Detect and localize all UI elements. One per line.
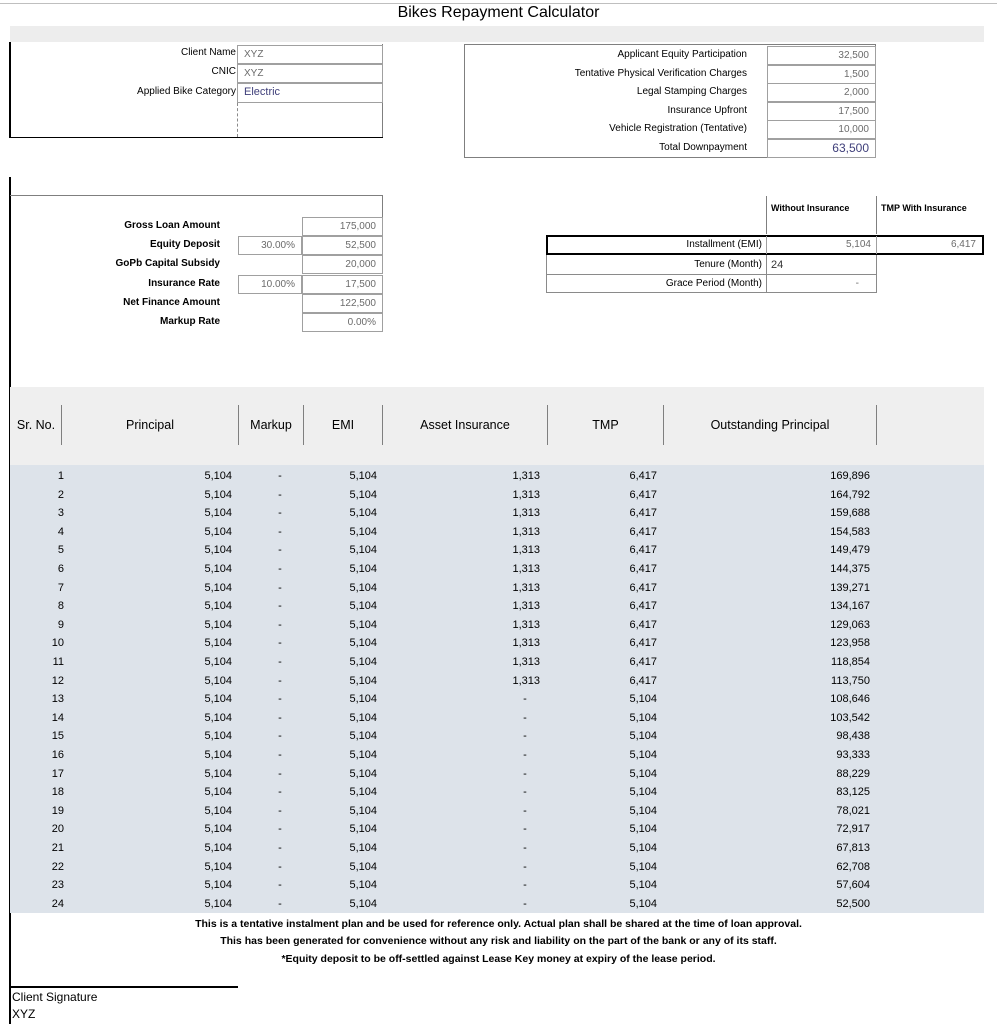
row-principal: 5,104 — [204, 656, 232, 668]
row-markup: - — [278, 618, 282, 631]
row-principal: 5,104 — [204, 470, 232, 482]
loan-item-label: Markup Rate — [159, 316, 220, 327]
loan-item-percent[interactable]: 30.00% — [238, 236, 302, 255]
row-asset-insurance: - — [523, 860, 527, 873]
row-sr-no: 14 — [51, 711, 64, 724]
row-outstanding-principal: 52,500 — [836, 897, 870, 910]
table-row — [10, 467, 984, 486]
table-row — [10, 858, 984, 877]
table-row — [10, 579, 984, 598]
row-tmp: 5,104 — [629, 842, 657, 854]
col-markup: Markup — [250, 418, 292, 432]
row-markup: - — [278, 804, 282, 817]
table-row — [10, 876, 984, 895]
without-insurance-header: Without Insurance — [771, 203, 850, 213]
row-principal: 5,104 — [204, 711, 232, 724]
row-outstanding-principal: 78,021 — [836, 804, 870, 817]
row-asset-insurance: 1,313 — [512, 563, 540, 575]
row-emi: 5,104 — [349, 860, 377, 873]
row-sr-no: 21 — [51, 842, 64, 854]
row-sr-no: 10 — [51, 637, 64, 650]
row-sr-no: 20 — [51, 823, 64, 836]
row-tmp: 5,104 — [629, 897, 657, 910]
table-row — [10, 672, 984, 691]
row-sr-no: 4 — [57, 525, 64, 538]
row-emi: 5,104 — [349, 656, 377, 668]
row-tmp: 6,417 — [629, 600, 657, 613]
row-tmp: 6,417 — [629, 637, 657, 650]
row-markup: - — [278, 842, 282, 854]
row-markup: - — [278, 544, 282, 557]
col-outstanding-principal: Outstanding Principal — [710, 418, 830, 432]
row-markup: - — [278, 600, 282, 613]
row-emi: 5,104 — [349, 544, 377, 557]
row-outstanding-principal: 139,271 — [830, 581, 870, 594]
loan-item-percent[interactable]: 10.00% — [238, 275, 302, 294]
row-asset-insurance: - — [523, 823, 527, 836]
loan-item-label: Insurance Rate — [148, 277, 220, 289]
row-sr-no: 13 — [51, 693, 64, 706]
cnic-field[interactable]: XYZ — [237, 64, 383, 83]
row-principal: 5,104 — [204, 730, 232, 743]
loan-item-value: 175,000 — [302, 217, 383, 236]
row-asset-insurance: - — [523, 804, 527, 817]
signature-line — [10, 986, 238, 988]
col-principal: Principal — [126, 418, 174, 432]
row-asset-insurance: - — [523, 711, 527, 724]
row-outstanding-principal: 57,604 — [836, 879, 870, 892]
row-emi: 5,104 — [349, 749, 377, 761]
row-markup: - — [278, 823, 282, 836]
row-emi: 5,104 — [349, 600, 377, 613]
row-principal: 5,104 — [204, 563, 232, 575]
loan-item-value: 122,500 — [302, 294, 383, 313]
row-outstanding-principal: 123,958 — [830, 637, 870, 650]
row-asset-insurance: 1,313 — [512, 525, 540, 538]
row-asset-insurance: 1,313 — [512, 618, 540, 631]
client-name-label: Client Name — [180, 47, 236, 58]
loan-item-label: GoPb Capital Subsidy — [115, 258, 220, 270]
row-emi: 5,104 — [349, 525, 377, 538]
row-markup: - — [278, 879, 282, 892]
row-principal: 5,104 — [204, 823, 232, 836]
table-row — [10, 746, 984, 765]
row-emi: 5,104 — [349, 470, 377, 482]
category-dashed-divider — [237, 103, 238, 137]
bike-category-field[interactable]: Electric — [237, 83, 383, 103]
emi-with-value: 6,417 — [876, 236, 982, 254]
row-sr-no: 8 — [57, 600, 64, 613]
downpayment-item-label: Tentative Physical Verification Charges — [574, 67, 747, 79]
row-sr-no: 5 — [57, 544, 64, 557]
row-principal: 5,104 — [204, 618, 232, 631]
downpayment-item-value: 2,000 — [767, 83, 876, 102]
row-markup: - — [278, 470, 282, 482]
row-sr-no: 23 — [51, 879, 64, 892]
row-principal: 5,104 — [204, 860, 232, 873]
row-markup: - — [278, 674, 282, 687]
downpayment-item-label: Vehicle Registration (Tentative) — [609, 123, 747, 135]
grace-period-label: Grace Period (Month) — [665, 278, 762, 289]
row-sr-no: 2 — [57, 488, 64, 501]
row-outstanding-principal: 88,229 — [836, 767, 870, 780]
row-sr-no: 22 — [51, 860, 64, 873]
loan-item-label: Equity Deposit — [149, 239, 220, 251]
table-row — [10, 523, 984, 542]
table-row — [10, 616, 984, 635]
row-tmp: 6,417 — [629, 656, 657, 668]
table-row — [10, 541, 984, 560]
row-tmp: 5,104 — [629, 804, 657, 817]
row-sr-no: 15 — [51, 730, 64, 743]
row-emi: 5,104 — [349, 488, 377, 501]
row-tmp: 6,417 — [629, 470, 657, 482]
tenure-label: Tenure (Month) — [694, 259, 762, 270]
row-outstanding-principal: 98,438 — [836, 730, 870, 743]
table-row — [10, 765, 984, 784]
row-sr-no: 6 — [57, 563, 64, 575]
row-asset-insurance: - — [523, 693, 527, 706]
row-tmp: 5,104 — [629, 749, 657, 761]
row-outstanding-principal: 118,854 — [831, 656, 870, 668]
table-row — [10, 486, 984, 505]
table-row — [10, 727, 984, 746]
row-outstanding-principal: 67,813 — [836, 842, 870, 854]
row-emi: 5,104 — [349, 581, 377, 594]
row-tmp: 5,104 — [629, 823, 657, 836]
row-emi: 5,104 — [349, 767, 377, 780]
downpayment-item-value: 1,500 — [767, 65, 876, 84]
row-emi: 5,104 — [349, 897, 377, 910]
loan-item-value: 20,000 — [302, 255, 383, 274]
table-row — [10, 690, 984, 709]
row-emi: 5,104 — [349, 842, 377, 854]
row-tmp: 6,417 — [629, 581, 657, 594]
row-markup: - — [278, 581, 282, 594]
total-downpayment-label: Total Downpayment — [659, 142, 747, 153]
row-principal: 5,104 — [204, 879, 232, 892]
row-markup: - — [278, 730, 282, 743]
downpayment-item-label: Legal Stamping Charges — [636, 86, 747, 98]
row-principal: 5,104 — [204, 804, 232, 817]
loan-item-value: 52,500 — [302, 236, 383, 255]
row-markup: - — [278, 488, 282, 501]
note-2: This has been generated for convenience without any risk and liability on the part of the bank or any of its staff. — [220, 935, 777, 947]
col-tmp: TMP — [592, 418, 619, 432]
header-band — [10, 26, 984, 42]
row-asset-insurance: - — [523, 897, 527, 910]
row-asset-insurance: - — [523, 730, 527, 743]
inst-col-sep-1 — [766, 196, 767, 234]
row-tmp: 5,104 — [629, 693, 657, 706]
row-outstanding-principal: 144,375 — [830, 563, 870, 575]
row-outstanding-principal: 103,542 — [830, 711, 870, 724]
table-row — [10, 560, 984, 579]
client-signature-label: Client Signature — [12, 990, 98, 1004]
cnic-label: CNIC — [211, 66, 236, 77]
col-sep-7 — [876, 405, 877, 445]
row-outstanding-principal: 159,688 — [830, 507, 870, 520]
row-asset-insurance: 1,313 — [512, 637, 540, 650]
table-row — [10, 709, 984, 728]
table-row — [10, 653, 984, 672]
row-outstanding-principal: 134,167 — [830, 600, 870, 613]
table-row — [10, 597, 984, 616]
row-markup: - — [278, 767, 282, 780]
row-outstanding-principal: 164,792 — [830, 488, 870, 501]
row-emi: 5,104 — [349, 711, 377, 724]
row-outstanding-principal: 169,896 — [830, 470, 870, 482]
row-asset-insurance: 1,313 — [512, 470, 540, 482]
row-emi: 5,104 — [349, 693, 377, 706]
row-tmp: 6,417 — [629, 544, 657, 557]
row-principal: 5,104 — [204, 842, 232, 854]
table-row — [10, 634, 984, 653]
row-outstanding-principal: 129,063 — [830, 618, 870, 631]
loan-item-value: 17,500 — [302, 275, 383, 294]
row-sr-no: 9 — [57, 618, 64, 631]
loan-item-label: Gross Loan Amount — [124, 220, 220, 231]
col-sr-no: Sr. No. — [16, 418, 56, 432]
row-asset-insurance: 1,313 — [512, 544, 540, 557]
row-principal: 5,104 — [204, 581, 232, 594]
row-tmp: 5,104 — [629, 879, 657, 892]
row-asset-insurance: - — [523, 749, 527, 761]
row-sr-no: 18 — [51, 786, 64, 799]
loan-item-value: 0.00% — [302, 313, 383, 332]
row-principal: 5,104 — [204, 544, 232, 557]
row-tmp: 5,104 — [629, 860, 657, 873]
downpayment-item-value: 17,500 — [767, 102, 876, 121]
row-markup: - — [278, 637, 282, 650]
row-markup: - — [278, 749, 282, 761]
table-row — [10, 504, 984, 523]
table-row — [10, 802, 984, 821]
grace-period-value[interactable]: - — [855, 278, 859, 289]
row-principal: 5,104 — [204, 674, 232, 687]
row-tmp: 5,104 — [629, 711, 657, 724]
table-row — [10, 839, 984, 858]
row-emi: 5,104 — [349, 879, 377, 892]
row-tmp: 5,104 — [629, 786, 657, 799]
row-asset-insurance: - — [523, 842, 527, 854]
row-principal: 5,104 — [204, 749, 232, 761]
note-3: *Equity deposit to be off-settled against Lease Key money at expiry of the lease period. — [281, 953, 716, 965]
row-outstanding-principal: 108,646 — [830, 693, 870, 706]
tenure-value[interactable]: 24 — [771, 259, 784, 271]
row-outstanding-principal: 113,750 — [831, 674, 870, 687]
row-sr-no: 3 — [57, 507, 64, 520]
row-sr-no: 24 — [51, 897, 64, 910]
row-principal: 5,104 — [204, 693, 232, 706]
row-principal: 5,104 — [204, 488, 232, 501]
table-row — [10, 783, 984, 802]
table-row — [10, 820, 984, 839]
row-emi: 5,104 — [349, 730, 377, 743]
row-tmp: 5,104 — [629, 730, 657, 743]
row-outstanding-principal: 149,479 — [830, 544, 870, 557]
row-asset-insurance: 1,313 — [512, 674, 540, 687]
row-outstanding-principal: 154,583 — [830, 525, 870, 538]
note-1: This is a tentative instalment plan and be used for reference only. Actual plan shall be shared at the time of loan approval. — [195, 918, 802, 930]
row-tmp: 6,417 — [629, 507, 657, 520]
row-emi: 5,104 — [349, 786, 377, 799]
row-asset-insurance: 1,313 — [512, 581, 540, 594]
loan-top-rule — [10, 195, 383, 196]
row-sr-no: 1 — [57, 470, 64, 482]
row-emi: 5,104 — [349, 674, 377, 687]
row-emi: 5,104 — [349, 804, 377, 817]
row-sr-no: 16 — [51, 749, 64, 761]
downpayment-item-label: Applicant Equity Participation — [617, 49, 747, 60]
row-emi: 5,104 — [349, 637, 377, 650]
row-emi: 5,104 — [349, 507, 377, 520]
row-principal: 5,104 — [204, 600, 232, 613]
row-markup: - — [278, 525, 282, 538]
row-tmp: 6,417 — [629, 618, 657, 631]
row-sr-no: 11 — [52, 656, 64, 668]
client-signature-value: XYZ — [12, 1007, 36, 1021]
client-info-bottom — [10, 137, 383, 138]
loan-item-label: Net Finance Amount — [123, 296, 220, 308]
row-principal: 5,104 — [204, 637, 232, 650]
row-sr-no: 17 — [51, 767, 64, 780]
row-asset-insurance: - — [523, 767, 527, 780]
row-tmp: 6,417 — [629, 674, 657, 687]
row-emi: 5,104 — [349, 563, 377, 575]
downpayment-item-value: 10,000 — [767, 120, 876, 139]
row-principal: 5,104 — [204, 525, 232, 538]
row-markup: - — [278, 860, 282, 873]
row-asset-insurance: 1,313 — [512, 600, 540, 613]
row-outstanding-principal: 62,708 — [836, 860, 870, 873]
row-outstanding-principal: 93,333 — [836, 749, 870, 761]
row-tmp: 6,417 — [629, 525, 657, 538]
downpayment-item-label: Insurance Upfront — [667, 104, 747, 116]
bike-category-label: Applied Bike Category — [137, 86, 236, 97]
client-name-field[interactable]: XYZ — [237, 45, 383, 64]
row-markup: - — [278, 786, 282, 799]
loan-right-rule — [382, 195, 383, 217]
row-markup: - — [278, 897, 282, 910]
inst-col-sep-2 — [876, 196, 877, 234]
row-markup: - — [278, 656, 282, 668]
row-principal: 5,104 — [204, 767, 232, 780]
row-asset-insurance: - — [523, 786, 527, 799]
row-markup: - — [278, 563, 282, 575]
row-principal: 5,104 — [204, 507, 232, 520]
row-emi: 5,104 — [349, 823, 377, 836]
row-emi: 5,104 — [349, 618, 377, 631]
with-insurance-header: TMP With Insurance — [881, 203, 967, 213]
page-title: Bikes Repayment Calculator — [397, 4, 600, 21]
row-markup: - — [278, 507, 282, 520]
row-sr-no: 12 — [51, 674, 64, 687]
emi-label: Installment (EMI) — [686, 239, 762, 250]
col-asset-insurance: Asset Insurance — [420, 418, 510, 432]
emi-without-value: 5,104 — [766, 236, 877, 254]
row-tmp: 5,104 — [629, 767, 657, 780]
total-downpayment-value: 63,500 — [767, 139, 876, 158]
row-tmp: 6,417 — [629, 488, 657, 501]
row-markup: - — [278, 693, 282, 706]
row-principal: 5,104 — [204, 897, 232, 910]
row-asset-insurance: - — [523, 879, 527, 892]
row-asset-insurance: 1,313 — [512, 507, 540, 520]
row-asset-insurance: 1,313 — [512, 656, 540, 668]
table-row — [10, 895, 984, 914]
row-outstanding-principal: 83,125 — [836, 786, 870, 799]
downpayment-item-value: 32,500 — [767, 46, 876, 65]
row-sr-no: 19 — [51, 804, 64, 817]
col-emi: EMI — [331, 418, 355, 432]
row-principal: 5,104 — [204, 786, 232, 799]
row-markup: - — [278, 711, 282, 724]
row-asset-insurance: 1,313 — [512, 488, 540, 501]
row-outstanding-principal: 72,917 — [836, 823, 870, 836]
row-sr-no: 7 — [57, 581, 64, 594]
row-tmp: 6,417 — [629, 563, 657, 575]
